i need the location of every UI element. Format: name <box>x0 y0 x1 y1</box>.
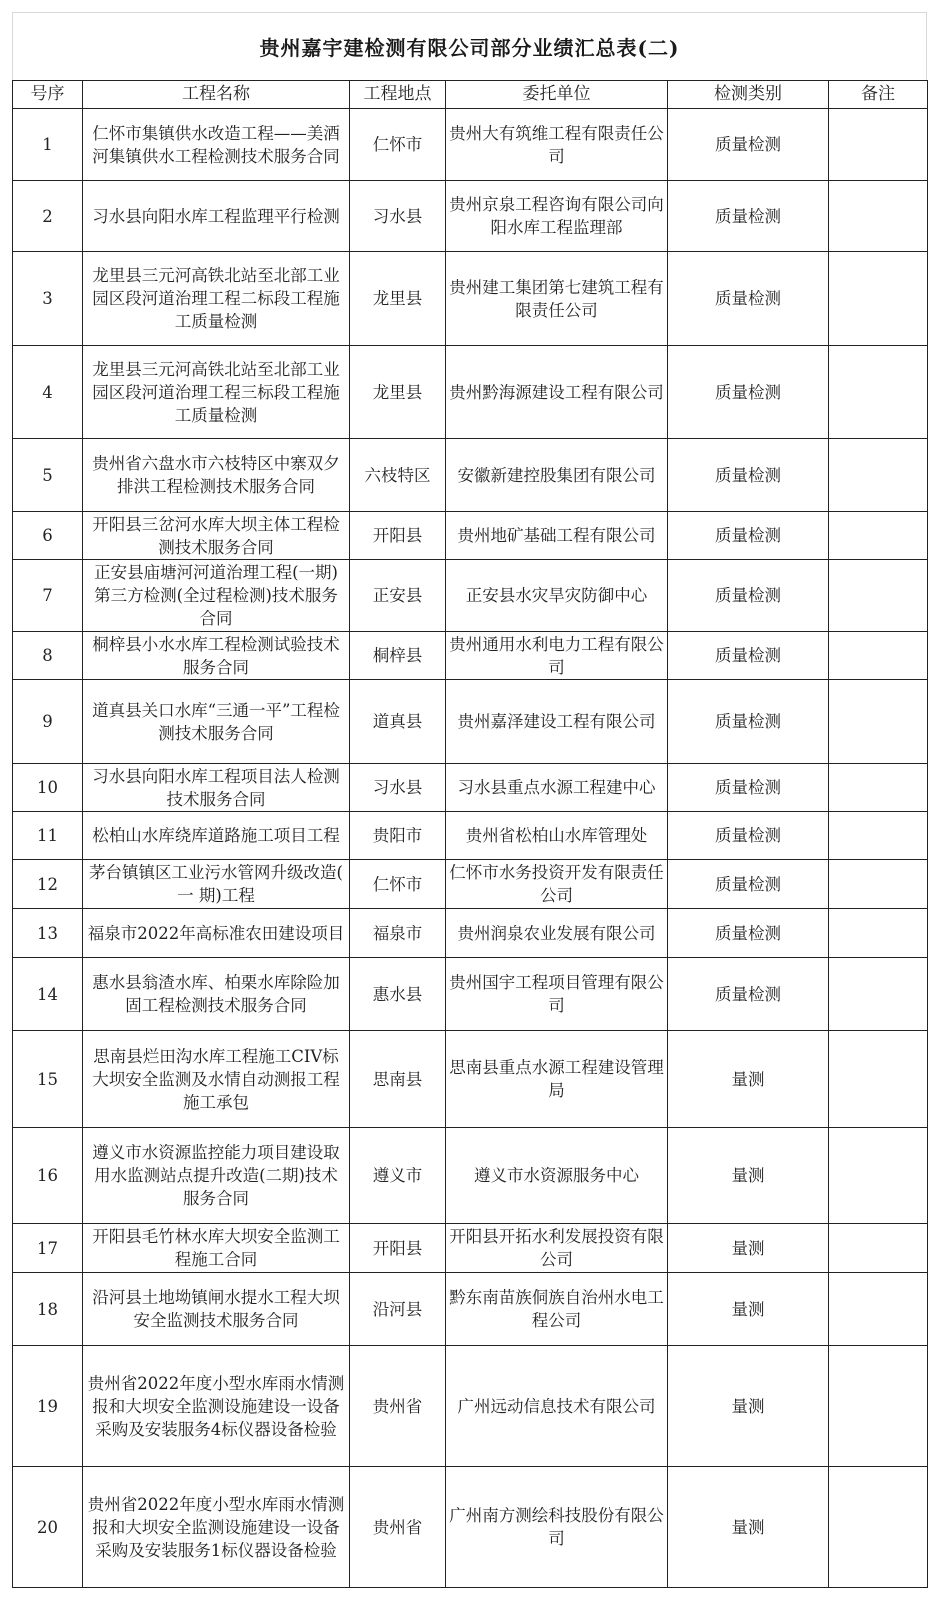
location-cell: 开阳县 <box>350 512 446 560</box>
project-name-cell: 正安县庙塘河河道治理工程(一期)第三方检测(全过程检测)技术服务合同 <box>83 560 350 632</box>
remark-cell <box>829 680 928 764</box>
client-cell: 贵州省松柏山水库管理处 <box>446 812 668 860</box>
seq-cell: 4 <box>13 346 83 439</box>
location-cell: 习水县 <box>350 764 446 812</box>
category-cell: 量测 <box>668 1031 829 1128</box>
project-name-cell: 道真县关口水库“三通一平”工程检测技术服务合同 <box>83 680 350 764</box>
client-cell: 贵州通用水利电力工程有限公司 <box>446 632 668 680</box>
seq-cell: 10 <box>13 764 83 812</box>
location-cell: 沿河县 <box>350 1273 446 1346</box>
table-row <box>13 1346 928 1467</box>
project-name-cell: 龙里县三元河高铁北站至北部工业园区段河道治理工程二标段工程施工质量检测 <box>83 252 350 346</box>
project-name-cell: 仁怀市集镇供水改造工程——美酒河集镇供水工程检测技术服务合同 <box>83 109 350 181</box>
table-row <box>13 560 928 632</box>
project-name-cell: 贵州省2022年度小型水库雨水情测报和大坝安全监测设施建设一设备采购及安装服务1标仪器设备检验 <box>83 1467 350 1588</box>
seq-cell: 5 <box>13 439 83 512</box>
client-cell: 贵州国宇工程项目管理有限公司 <box>446 958 668 1031</box>
remark-cell <box>829 1128 928 1224</box>
location-cell: 龙里县 <box>350 346 446 439</box>
project-name-cell: 开阳县三岔河水库大坝主体工程检测技术服务合同 <box>83 512 350 560</box>
category-cell: 质量检测 <box>668 181 829 252</box>
seq-cell: 1 <box>13 109 83 181</box>
location-cell: 仁怀市 <box>350 860 446 909</box>
table-row <box>13 1467 928 1588</box>
category-cell: 质量检测 <box>668 252 829 346</box>
project-name-cell: 贵州省2022年度小型水库雨水情测报和大坝安全监测设施建设一设备采购及安装服务4标仪器设备检验 <box>83 1346 350 1467</box>
table-row <box>13 764 928 812</box>
category-cell: 质量检测 <box>668 560 829 632</box>
table-row <box>13 812 928 860</box>
client-cell: 开阳县开拓水利发展投资有限公司 <box>446 1224 668 1273</box>
client-cell: 广州远动信息技术有限公司 <box>446 1346 668 1467</box>
remark-cell <box>829 346 928 439</box>
category-cell: 质量检测 <box>668 439 829 512</box>
remark-cell <box>829 1467 928 1588</box>
project-name-cell: 惠水县翁渣水库、柏栗水库除险加固工程检测技术服务合同 <box>83 958 350 1031</box>
seq-cell: 3 <box>13 252 83 346</box>
category-cell: 质量检测 <box>668 512 829 560</box>
table-row <box>13 346 928 439</box>
header-category: 检测类别 <box>668 81 829 109</box>
remark-cell <box>829 109 928 181</box>
header-project-name: 工程名称 <box>83 81 350 109</box>
table-row <box>13 860 928 909</box>
remark-cell <box>829 1273 928 1346</box>
header-remark: 备注 <box>829 81 928 109</box>
client-cell: 遵义市水资源服务中心 <box>446 1128 668 1224</box>
table-body <box>13 109 928 1588</box>
category-cell: 质量检测 <box>668 632 829 680</box>
seq-cell: 8 <box>13 632 83 680</box>
seq-cell: 15 <box>13 1031 83 1128</box>
remark-cell <box>829 439 928 512</box>
category-cell: 质量检测 <box>668 958 829 1031</box>
seq-cell: 11 <box>13 812 83 860</box>
table-row <box>13 958 928 1031</box>
table-row <box>13 1031 928 1128</box>
client-cell: 正安县水灾旱灾防御中心 <box>446 560 668 632</box>
category-cell: 质量检测 <box>668 812 829 860</box>
client-cell: 黔东南苗族侗族自治州水电工程公司 <box>446 1273 668 1346</box>
page-title: 贵州嘉宇建检测有限公司部分业绩汇总表(二) <box>259 36 680 60</box>
client-cell: 习水县重点水源工程建中心 <box>446 764 668 812</box>
location-cell: 正安县 <box>350 560 446 632</box>
remark-cell <box>829 812 928 860</box>
performance-summary-sheet <box>12 12 927 1588</box>
remark-cell <box>829 632 928 680</box>
seq-cell: 2 <box>13 181 83 252</box>
category-cell: 质量检测 <box>668 346 829 439</box>
table-row <box>13 109 928 181</box>
location-cell: 龙里县 <box>350 252 446 346</box>
seq-cell: 14 <box>13 958 83 1031</box>
category-cell: 质量检测 <box>668 909 829 958</box>
project-name-cell: 遵义市水资源监控能力项目建设取用水监测站点提升改造(二期)技术服务合同 <box>83 1128 350 1224</box>
category-cell: 量测 <box>668 1128 829 1224</box>
location-cell: 开阳县 <box>350 1224 446 1273</box>
category-cell: 质量检测 <box>668 764 829 812</box>
location-cell: 惠水县 <box>350 958 446 1031</box>
category-cell: 量测 <box>668 1467 829 1588</box>
table-header-row <box>13 81 928 109</box>
location-cell: 六枝特区 <box>350 439 446 512</box>
table-row <box>13 1128 928 1224</box>
table-row <box>13 632 928 680</box>
remark-cell <box>829 909 928 958</box>
project-name-cell: 松柏山水库绕库道路施工项目工程 <box>83 812 350 860</box>
location-cell: 桐梓县 <box>350 632 446 680</box>
table-row <box>13 680 928 764</box>
table-row <box>13 1224 928 1273</box>
category-cell: 质量检测 <box>668 680 829 764</box>
location-cell: 福泉市 <box>350 909 446 958</box>
header-seq: 号序 <box>13 81 83 109</box>
client-cell: 贵州润泉农业发展有限公司 <box>446 909 668 958</box>
category-cell: 量测 <box>668 1273 829 1346</box>
project-name-cell: 思南县烂田沟水库工程施工CIV标大坝安全监测及水情自动测报工程施工承包 <box>83 1031 350 1128</box>
table-row <box>13 181 928 252</box>
category-cell: 质量检测 <box>668 860 829 909</box>
project-name-cell: 习水县向阳水库工程项目法人检测技术服务合同 <box>83 764 350 812</box>
client-cell: 贵州大有筑维工程有限责任公司 <box>446 109 668 181</box>
remark-cell <box>829 560 928 632</box>
location-cell: 贵州省 <box>350 1346 446 1467</box>
project-name-cell: 茅台镇镇区工业污水管网升级改造( 一 期)工程 <box>83 860 350 909</box>
client-cell: 广州南方测绘科技股份有限公司 <box>446 1467 668 1588</box>
client-cell: 贵州京泉工程咨询有限公司向阳水库工程监理部 <box>446 181 668 252</box>
project-name-cell: 沿河县土地坳镇闸水提水工程大坝安全监测技术服务合同 <box>83 1273 350 1346</box>
client-cell: 安徽新建控股集团有限公司 <box>446 439 668 512</box>
location-cell: 习水县 <box>350 181 446 252</box>
project-name-cell: 福泉市2022年高标准农田建设项目 <box>83 909 350 958</box>
seq-cell: 20 <box>13 1467 83 1588</box>
header-client: 委托单位 <box>446 81 668 109</box>
table-row <box>13 909 928 958</box>
seq-cell: 7 <box>13 560 83 632</box>
project-name-cell: 龙里县三元河高铁北站至北部工业园区段河道治理工程三标段工程施工质量检测 <box>83 346 350 439</box>
client-cell: 贵州建工集团第七建筑工程有限责任公司 <box>446 252 668 346</box>
remark-cell <box>829 958 928 1031</box>
client-cell: 贵州地矿基础工程有限公司 <box>446 512 668 560</box>
seq-cell: 9 <box>13 680 83 764</box>
location-cell: 贵州省 <box>350 1467 446 1588</box>
client-cell: 贵州黔海源建设工程有限公司 <box>446 346 668 439</box>
location-cell: 道真县 <box>350 680 446 764</box>
project-name-cell: 贵州省六盘水市六枝特区中寨双夕排洪工程检测技术服务合同 <box>83 439 350 512</box>
location-cell: 思南县 <box>350 1031 446 1128</box>
client-cell: 贵州嘉泽建设工程有限公司 <box>446 680 668 764</box>
remark-cell <box>829 252 928 346</box>
category-cell: 量测 <box>668 1346 829 1467</box>
remark-cell <box>829 860 928 909</box>
seq-cell: 13 <box>13 909 83 958</box>
remark-cell <box>829 1031 928 1128</box>
table-row <box>13 512 928 560</box>
seq-cell: 17 <box>13 1224 83 1273</box>
remark-cell <box>829 764 928 812</box>
seq-cell: 6 <box>13 512 83 560</box>
client-cell: 仁怀市水务投资开发有限责任公司 <box>446 860 668 909</box>
table-row <box>13 1273 928 1346</box>
project-name-cell: 开阳县毛竹林水库大坝安全监测工程施工合同 <box>83 1224 350 1273</box>
location-cell: 遵义市 <box>350 1128 446 1224</box>
location-cell: 贵阳市 <box>350 812 446 860</box>
title-area <box>12 12 927 80</box>
seq-cell: 16 <box>13 1128 83 1224</box>
header-location: 工程地点 <box>350 81 446 109</box>
seq-cell: 12 <box>13 860 83 909</box>
seq-cell: 18 <box>13 1273 83 1346</box>
performance-table <box>12 80 928 1588</box>
project-name-cell: 习水县向阳水库工程监理平行检测 <box>83 181 350 252</box>
table-row <box>13 439 928 512</box>
seq-cell: 19 <box>13 1346 83 1467</box>
remark-cell <box>829 1224 928 1273</box>
category-cell: 质量检测 <box>668 109 829 181</box>
client-cell: 思南县重点水源工程建设管理局 <box>446 1031 668 1128</box>
location-cell: 仁怀市 <box>350 109 446 181</box>
remark-cell <box>829 512 928 560</box>
remark-cell <box>829 1346 928 1467</box>
category-cell: 量测 <box>668 1224 829 1273</box>
project-name-cell: 桐梓县小水水库工程检测试验技术服务合同 <box>83 632 350 680</box>
remark-cell <box>829 181 928 252</box>
table-row <box>13 252 928 346</box>
